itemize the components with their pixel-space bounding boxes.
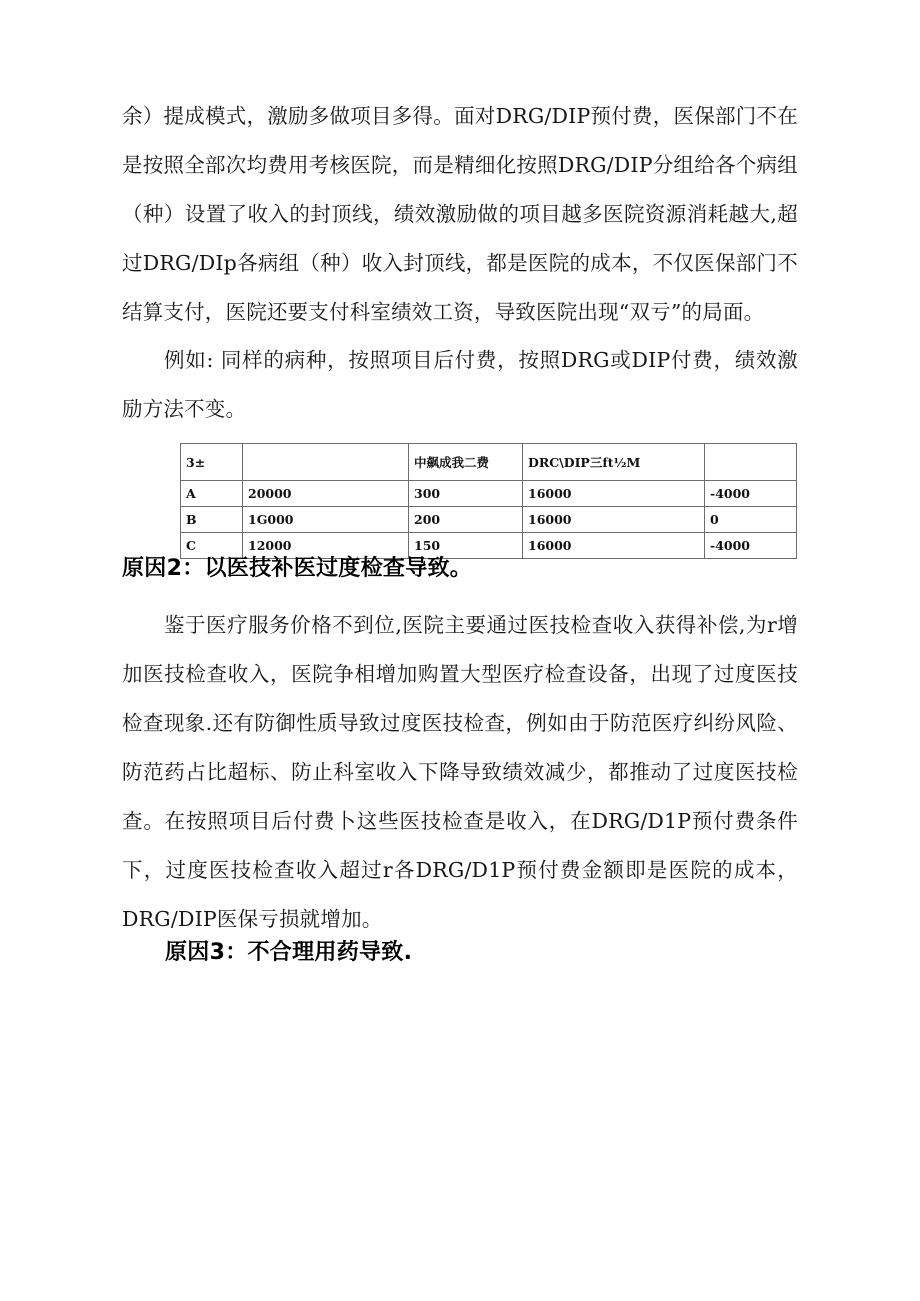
table-cell-label: A	[181, 481, 243, 507]
table-cell-value-2: 300	[409, 481, 523, 507]
table-cell-value-4: -4000	[705, 481, 797, 507]
section-heading-cause-2: 原因2：以医技补医过度检查导致。	[122, 556, 473, 581]
paragraph-1: 余）提成模式，激励多做项目多得。面对DRG/DIP预付费，医保部门不在是按照全部次均费用考核医院，而是精细化按照DRG/DIP分组给各个病组（种）设置了收入的封顶线，绩效激励做的项目越多医院资源消耗越大,超过DRG/DIp各病组（种）收入封顶线，都是医院的成本，不仅医保部门不结算支付，医院还要支付科室绩效工资，导致医院出现“双亏”的局面。	[122, 104, 798, 324]
table-row	[181, 481, 797, 507]
table-row	[181, 507, 797, 533]
table-header-cell-2: 中飙成我二费	[409, 444, 523, 481]
table-cell-value-1: 12000	[243, 533, 409, 559]
comparison-table	[180, 443, 797, 559]
table-cell-value-2: 150	[409, 533, 523, 559]
heading-block-2	[122, 552, 798, 586]
table-header-cell-4	[705, 444, 797, 481]
table-header-row	[181, 444, 797, 481]
table-cell-value-1: 20000	[243, 481, 409, 507]
table-cell-value-2: 200	[409, 507, 523, 533]
table-header-cell-1	[243, 444, 409, 481]
paragraph-3: 鉴于医疗服务价格不到位,医院主要通过医技检查收入获得补偿,为r增加医技检查收入，医院争相增加购置大型医疗检查设备，出现了过度医技检查现象.还有防御性质导致过度医技检查，例如由于防范医疗纠纷风险、防范药占比超标、防止科室收入下降导致绩效减少，都推动了过度医技检查。在按照项目后付费卜这些医技检查是收入，在DRG/D1P预付费条件下，过度医技检查收入超过r各DRG/D1P预付费金额即是医院的成本，DRG/DIP医保亏损就增加。	[122, 613, 798, 931]
paragraph-block-1	[122, 92, 798, 337]
table-cell-value-4: 0	[705, 507, 797, 533]
table-cell-label: C	[181, 533, 243, 559]
table-cell-value-1: 1G000	[243, 507, 409, 533]
table-cell-value-3: 16000	[523, 481, 705, 507]
table-header-cell-0: 3±	[181, 444, 243, 481]
comparison-table-wrapper	[180, 443, 750, 559]
table-cell-value-3: 16000	[523, 507, 705, 533]
table-header-cell-3: DRC\DIP三ft½M	[523, 444, 705, 481]
paragraph-block-3	[122, 601, 798, 944]
paragraph-block-2	[122, 336, 798, 434]
table-cell-label: B	[181, 507, 243, 533]
section-heading-cause-3: 原因3：不合理用药导致.	[165, 940, 413, 965]
heading-block-3	[165, 936, 798, 970]
paragraph-2: 例如: 同样的病种，按照项目后付费，按照DRG或DIP付费，绩效激励方法不变。	[122, 348, 798, 421]
table-cell-value-4: -4000	[705, 533, 797, 559]
table-cell-value-3: 16000	[523, 533, 705, 559]
